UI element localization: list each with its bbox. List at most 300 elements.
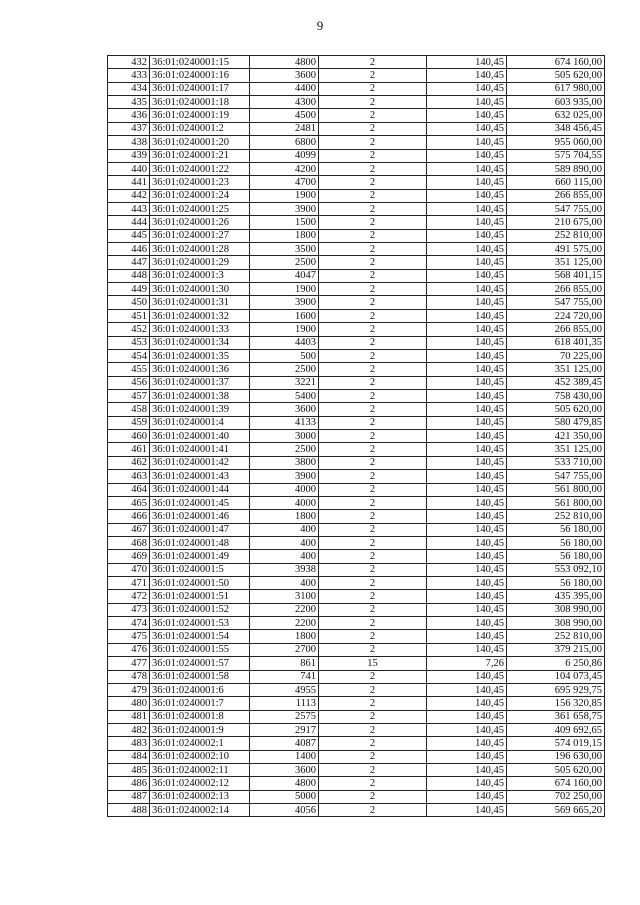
table-row (108, 376, 605, 389)
row-number-cell: 479 (108, 683, 150, 696)
area-cell: 1113 (250, 697, 319, 710)
rate-cell: 140,45 (427, 82, 507, 95)
cadastral-number-cell: 36:01:0240001:42 (150, 456, 250, 469)
table-row (108, 643, 605, 656)
category-cell: 2 (319, 376, 427, 389)
area-cell: 3100 (250, 590, 319, 603)
value-cell: 547 755,00 (507, 470, 605, 483)
rate-cell: 140,45 (427, 536, 507, 549)
category-cell: 2 (319, 710, 427, 723)
category-cell: 2 (319, 750, 427, 763)
category-cell: 2 (319, 550, 427, 563)
value-cell: 491 575,00 (507, 243, 605, 256)
table-row (108, 737, 605, 750)
rate-cell: 140,45 (427, 189, 507, 202)
table-row (108, 216, 605, 229)
table-row (108, 56, 605, 69)
category-cell: 2 (319, 82, 427, 95)
row-number-cell: 470 (108, 563, 150, 576)
cadastral-number-cell: 36:01:0240001:44 (150, 483, 250, 496)
value-cell: 308 990,00 (507, 617, 605, 630)
area-cell: 400 (250, 523, 319, 536)
cadastral-number-cell: 36:01:0240001:45 (150, 496, 250, 509)
cadastral-number-cell: 36:01:0240001:53 (150, 617, 250, 630)
category-cell: 2 (319, 216, 427, 229)
area-cell: 400 (250, 550, 319, 563)
cadastral-number-cell: 36:01:0240001:34 (150, 336, 250, 349)
row-number-cell: 488 (108, 804, 150, 817)
category-cell: 2 (319, 430, 427, 443)
table-row (108, 723, 605, 736)
rate-cell: 140,45 (427, 630, 507, 643)
cadastral-number-cell: 36:01:0240001:29 (150, 256, 250, 269)
value-cell: 56 180,00 (507, 577, 605, 590)
area-cell: 741 (250, 670, 319, 683)
cadastral-number-cell: 36:01:0240001:50 (150, 577, 250, 590)
table-row (108, 470, 605, 483)
cadastral-number-cell: 36:01:0240001:3 (150, 269, 250, 282)
category-cell: 2 (319, 764, 427, 777)
value-cell: 618 401,35 (507, 336, 605, 349)
cadastral-number-cell: 36:01:0240001:41 (150, 443, 250, 456)
category-cell: 2 (319, 256, 427, 269)
value-cell: 70 225,00 (507, 349, 605, 362)
category-cell: 2 (319, 590, 427, 603)
value-cell: 351 125,00 (507, 443, 605, 456)
table-row (108, 122, 605, 135)
category-cell: 2 (319, 136, 427, 149)
table-row (108, 389, 605, 402)
value-cell: 617 980,00 (507, 82, 605, 95)
cadastral-number-cell: 36:01:0240001:35 (150, 349, 250, 362)
category-cell: 2 (319, 683, 427, 696)
category-cell: 15 (319, 657, 427, 670)
rate-cell: 140,45 (427, 804, 507, 817)
category-cell: 2 (319, 737, 427, 750)
value-cell: 674 160,00 (507, 777, 605, 790)
value-cell: 421 350,00 (507, 430, 605, 443)
value-cell: 361 658,75 (507, 710, 605, 723)
table-row (108, 336, 605, 349)
table-row (108, 510, 605, 523)
rate-cell: 140,45 (427, 336, 507, 349)
area-cell: 2200 (250, 603, 319, 616)
row-number-cell: 477 (108, 657, 150, 670)
rate-cell: 140,45 (427, 256, 507, 269)
cadastral-number-cell: 36:01:0240001:2 (150, 122, 250, 135)
category-cell: 2 (319, 603, 427, 616)
area-cell: 2575 (250, 710, 319, 723)
row-number-cell: 449 (108, 283, 150, 296)
category-cell: 2 (319, 202, 427, 215)
category-cell: 2 (319, 243, 427, 256)
table-row (108, 283, 605, 296)
value-cell: 409 692,65 (507, 723, 605, 736)
value-cell: 435 395,00 (507, 590, 605, 603)
rate-cell: 140,45 (427, 496, 507, 509)
value-cell: 547 755,00 (507, 296, 605, 309)
value-cell: 561 800,00 (507, 483, 605, 496)
cadastral-number-cell: 36:01:0240001:16 (150, 69, 250, 82)
cadastral-number-cell: 36:01:0240002:11 (150, 764, 250, 777)
area-cell: 3938 (250, 563, 319, 576)
value-cell: 379 215,00 (507, 643, 605, 656)
rate-cell: 140,45 (427, 323, 507, 336)
area-cell: 4700 (250, 176, 319, 189)
row-number-cell: 457 (108, 389, 150, 402)
area-cell: 400 (250, 536, 319, 549)
value-cell: 252 810,00 (507, 229, 605, 242)
rate-cell: 140,45 (427, 376, 507, 389)
row-number-cell: 464 (108, 483, 150, 496)
cadastral-number-cell: 36:01:0240002:14 (150, 804, 250, 817)
area-cell: 1400 (250, 750, 319, 763)
category-cell: 2 (319, 309, 427, 322)
cadastral-number-cell: 36:01:0240001:40 (150, 430, 250, 443)
cadastral-number-cell: 36:01:0240001:32 (150, 309, 250, 322)
rate-cell: 140,45 (427, 416, 507, 429)
value-cell: 955 060,00 (507, 136, 605, 149)
table-row (108, 603, 605, 616)
rate-cell: 140,45 (427, 443, 507, 456)
area-cell: 861 (250, 657, 319, 670)
table-row (108, 590, 605, 603)
cadastral-number-cell: 36:01:0240001:31 (150, 296, 250, 309)
row-number-cell: 476 (108, 643, 150, 656)
category-cell: 2 (319, 162, 427, 175)
cadastral-number-cell: 36:01:0240001:38 (150, 389, 250, 402)
category-cell: 2 (319, 536, 427, 549)
category-cell: 2 (319, 403, 427, 416)
value-cell: 561 800,00 (507, 496, 605, 509)
rate-cell: 140,45 (427, 510, 507, 523)
cadastral-number-cell: 36:01:0240001:55 (150, 643, 250, 656)
cadastral-number-cell: 36:01:0240001:27 (150, 229, 250, 242)
rate-cell: 140,45 (427, 403, 507, 416)
category-cell: 2 (319, 617, 427, 630)
category-cell: 2 (319, 56, 427, 69)
table-row (108, 496, 605, 509)
rate-cell: 140,45 (427, 283, 507, 296)
category-cell: 2 (319, 470, 427, 483)
area-cell: 2700 (250, 643, 319, 656)
rate-cell: 140,45 (427, 723, 507, 736)
rate-cell: 140,45 (427, 96, 507, 109)
area-cell: 4056 (250, 804, 319, 817)
row-number-cell: 469 (108, 550, 150, 563)
area-cell: 4047 (250, 269, 319, 282)
table-row (108, 149, 605, 162)
value-cell: 632 025,00 (507, 109, 605, 122)
cadastral-number-cell: 36:01:0240001:30 (150, 283, 250, 296)
value-cell: 547 755,00 (507, 202, 605, 215)
row-number-cell: 455 (108, 363, 150, 376)
value-cell: 505 620,00 (507, 403, 605, 416)
category-cell: 2 (319, 723, 427, 736)
row-number-cell: 448 (108, 269, 150, 282)
rate-cell: 140,45 (427, 563, 507, 576)
row-number-cell: 435 (108, 96, 150, 109)
table-row (108, 430, 605, 443)
table-row (108, 416, 605, 429)
category-cell: 2 (319, 443, 427, 456)
row-number-cell: 487 (108, 790, 150, 803)
table-row (108, 657, 605, 670)
table-row (108, 349, 605, 362)
value-cell: 660 115,00 (507, 176, 605, 189)
row-number-cell: 467 (108, 523, 150, 536)
cadastral-number-cell: 36:01:0240001:28 (150, 243, 250, 256)
row-number-cell: 447 (108, 256, 150, 269)
category-cell: 2 (319, 176, 427, 189)
value-cell: 6 250,86 (507, 657, 605, 670)
category-cell: 2 (319, 697, 427, 710)
table-row (108, 483, 605, 496)
value-cell: 553 092,10 (507, 563, 605, 576)
area-cell: 1800 (250, 229, 319, 242)
rate-cell: 140,45 (427, 349, 507, 362)
value-cell: 196 630,00 (507, 750, 605, 763)
rate-cell: 140,45 (427, 470, 507, 483)
value-cell: 351 125,00 (507, 363, 605, 376)
table-row (108, 536, 605, 549)
category-cell: 2 (319, 363, 427, 376)
area-cell: 4099 (250, 149, 319, 162)
rate-cell: 140,45 (427, 389, 507, 402)
row-number-cell: 485 (108, 764, 150, 777)
row-number-cell: 442 (108, 189, 150, 202)
rate-cell: 140,45 (427, 109, 507, 122)
rate-cell: 140,45 (427, 56, 507, 69)
cadastral-number-cell: 36:01:0240001:39 (150, 403, 250, 416)
category-cell: 2 (319, 643, 427, 656)
value-cell: 575 704,55 (507, 149, 605, 162)
category-cell: 2 (319, 69, 427, 82)
rate-cell: 140,45 (427, 162, 507, 175)
rate-cell: 140,45 (427, 790, 507, 803)
area-cell: 5400 (250, 389, 319, 402)
cadastral-number-cell: 36:01:0240001:7 (150, 697, 250, 710)
table-row (108, 697, 605, 710)
table-row (108, 82, 605, 95)
row-number-cell: 474 (108, 617, 150, 630)
cadastral-number-cell: 36:01:0240001:9 (150, 723, 250, 736)
rate-cell: 140,45 (427, 697, 507, 710)
category-cell: 2 (319, 496, 427, 509)
row-number-cell: 434 (108, 82, 150, 95)
category-cell: 2 (319, 630, 427, 643)
row-number-cell: 453 (108, 336, 150, 349)
area-cell: 1800 (250, 630, 319, 643)
category-cell: 2 (319, 510, 427, 523)
value-cell: 569 665,20 (507, 804, 605, 817)
row-number-cell: 440 (108, 162, 150, 175)
area-cell: 3900 (250, 470, 319, 483)
cadastral-number-cell: 36:01:0240001:26 (150, 216, 250, 229)
area-cell: 2500 (250, 363, 319, 376)
value-cell: 104 073,45 (507, 670, 605, 683)
category-cell: 2 (319, 296, 427, 309)
cadastral-number-cell: 36:01:0240001:48 (150, 536, 250, 549)
row-number-cell: 445 (108, 229, 150, 242)
area-cell: 3900 (250, 296, 319, 309)
area-cell: 4500 (250, 109, 319, 122)
cadastral-number-cell: 36:01:0240001:33 (150, 323, 250, 336)
value-cell: 210 675,00 (507, 216, 605, 229)
table-row (108, 443, 605, 456)
area-cell: 3600 (250, 764, 319, 777)
row-number-cell: 462 (108, 456, 150, 469)
rate-cell: 140,45 (427, 550, 507, 563)
cadastral-number-cell: 36:01:0240001:8 (150, 710, 250, 723)
cadastral-number-cell: 36:01:0240001:43 (150, 470, 250, 483)
area-cell: 2200 (250, 617, 319, 630)
row-number-cell: 480 (108, 697, 150, 710)
value-cell: 758 430,00 (507, 389, 605, 402)
area-cell: 5000 (250, 790, 319, 803)
row-number-cell: 444 (108, 216, 150, 229)
value-cell: 56 180,00 (507, 523, 605, 536)
cadastral-number-cell: 36:01:0240001:19 (150, 109, 250, 122)
value-cell: 505 620,00 (507, 764, 605, 777)
table-row (108, 363, 605, 376)
row-number-cell: 463 (108, 470, 150, 483)
category-cell: 2 (319, 563, 427, 576)
area-cell: 4200 (250, 162, 319, 175)
table-row (108, 176, 605, 189)
area-cell: 1900 (250, 283, 319, 296)
table-row (108, 617, 605, 630)
category-cell: 2 (319, 523, 427, 536)
rate-cell: 140,45 (427, 136, 507, 149)
cadastral-number-cell: 36:01:0240002:1 (150, 737, 250, 750)
row-number-cell: 456 (108, 376, 150, 389)
row-number-cell: 441 (108, 176, 150, 189)
table-row (108, 309, 605, 322)
area-cell: 2481 (250, 122, 319, 135)
cadastral-number-cell: 36:01:0240001:46 (150, 510, 250, 523)
cadastral-number-cell: 36:01:0240001:36 (150, 363, 250, 376)
table-row (108, 189, 605, 202)
rate-cell: 140,45 (427, 750, 507, 763)
row-number-cell: 465 (108, 496, 150, 509)
table-row (108, 710, 605, 723)
table-row (108, 229, 605, 242)
rate-cell: 140,45 (427, 202, 507, 215)
rate-cell: 140,45 (427, 577, 507, 590)
row-number-cell: 481 (108, 710, 150, 723)
value-cell: 568 401,15 (507, 269, 605, 282)
value-cell: 266 855,00 (507, 189, 605, 202)
area-cell: 1900 (250, 189, 319, 202)
category-cell: 2 (319, 790, 427, 803)
row-number-cell: 432 (108, 56, 150, 69)
row-number-cell: 473 (108, 603, 150, 616)
rate-cell: 140,45 (427, 683, 507, 696)
row-number-cell: 459 (108, 416, 150, 429)
row-number-cell: 483 (108, 737, 150, 750)
table-row (108, 269, 605, 282)
row-number-cell: 458 (108, 403, 150, 416)
category-cell: 2 (319, 109, 427, 122)
row-number-cell: 482 (108, 723, 150, 736)
category-cell: 2 (319, 229, 427, 242)
cadastral-number-cell: 36:01:0240001:58 (150, 670, 250, 683)
value-cell: 56 180,00 (507, 550, 605, 563)
area-cell: 4300 (250, 96, 319, 109)
cadastral-number-cell: 36:01:0240001:5 (150, 563, 250, 576)
area-cell: 1600 (250, 309, 319, 322)
cadastral-number-cell: 36:01:0240002:10 (150, 750, 250, 763)
value-cell: 580 479,85 (507, 416, 605, 429)
cadastral-number-cell: 36:01:0240001:18 (150, 96, 250, 109)
area-cell: 3800 (250, 456, 319, 469)
cadastral-number-cell: 36:01:0240001:20 (150, 136, 250, 149)
area-cell: 1500 (250, 216, 319, 229)
page-number: 9 (316, 18, 324, 33)
table-body (108, 56, 605, 817)
area-cell: 3600 (250, 69, 319, 82)
area-cell: 500 (250, 349, 319, 362)
category-cell: 2 (319, 456, 427, 469)
category-cell: 2 (319, 122, 427, 135)
rate-cell: 140,45 (427, 590, 507, 603)
row-number-cell: 484 (108, 750, 150, 763)
rate-cell: 140,45 (427, 122, 507, 135)
rate-cell: 140,45 (427, 229, 507, 242)
row-number-cell: 450 (108, 296, 150, 309)
value-cell: 224 720,00 (507, 309, 605, 322)
category-cell: 2 (319, 804, 427, 817)
row-number-cell: 466 (108, 510, 150, 523)
category-cell: 2 (319, 483, 427, 496)
table-row (108, 670, 605, 683)
table-row (108, 162, 605, 175)
table-row (108, 136, 605, 149)
cadastral-number-cell: 36:01:0240001:25 (150, 202, 250, 215)
area-cell: 1800 (250, 510, 319, 523)
value-cell: 702 250,00 (507, 790, 605, 803)
row-number-cell: 433 (108, 69, 150, 82)
rate-cell: 140,45 (427, 430, 507, 443)
value-cell: 252 810,00 (507, 510, 605, 523)
area-cell: 4000 (250, 496, 319, 509)
category-cell: 2 (319, 577, 427, 590)
value-cell: 156 320,85 (507, 697, 605, 710)
category-cell: 2 (319, 389, 427, 402)
category-cell: 2 (319, 269, 427, 282)
row-number-cell: 468 (108, 536, 150, 549)
area-cell: 4800 (250, 777, 319, 790)
rate-cell: 140,45 (427, 670, 507, 683)
row-number-cell: 451 (108, 309, 150, 322)
rate-cell: 140,45 (427, 617, 507, 630)
rate-cell: 140,45 (427, 777, 507, 790)
value-cell: 603 935,00 (507, 96, 605, 109)
table-row (108, 630, 605, 643)
category-cell: 2 (319, 323, 427, 336)
rate-cell: 140,45 (427, 309, 507, 322)
table-row (108, 109, 605, 122)
rate-cell: 140,45 (427, 523, 507, 536)
rate-cell: 140,45 (427, 483, 507, 496)
rate-cell: 140,45 (427, 456, 507, 469)
row-number-cell: 438 (108, 136, 150, 149)
value-cell: 56 180,00 (507, 536, 605, 549)
table-row (108, 804, 605, 817)
category-cell: 2 (319, 777, 427, 790)
table-row (108, 790, 605, 803)
